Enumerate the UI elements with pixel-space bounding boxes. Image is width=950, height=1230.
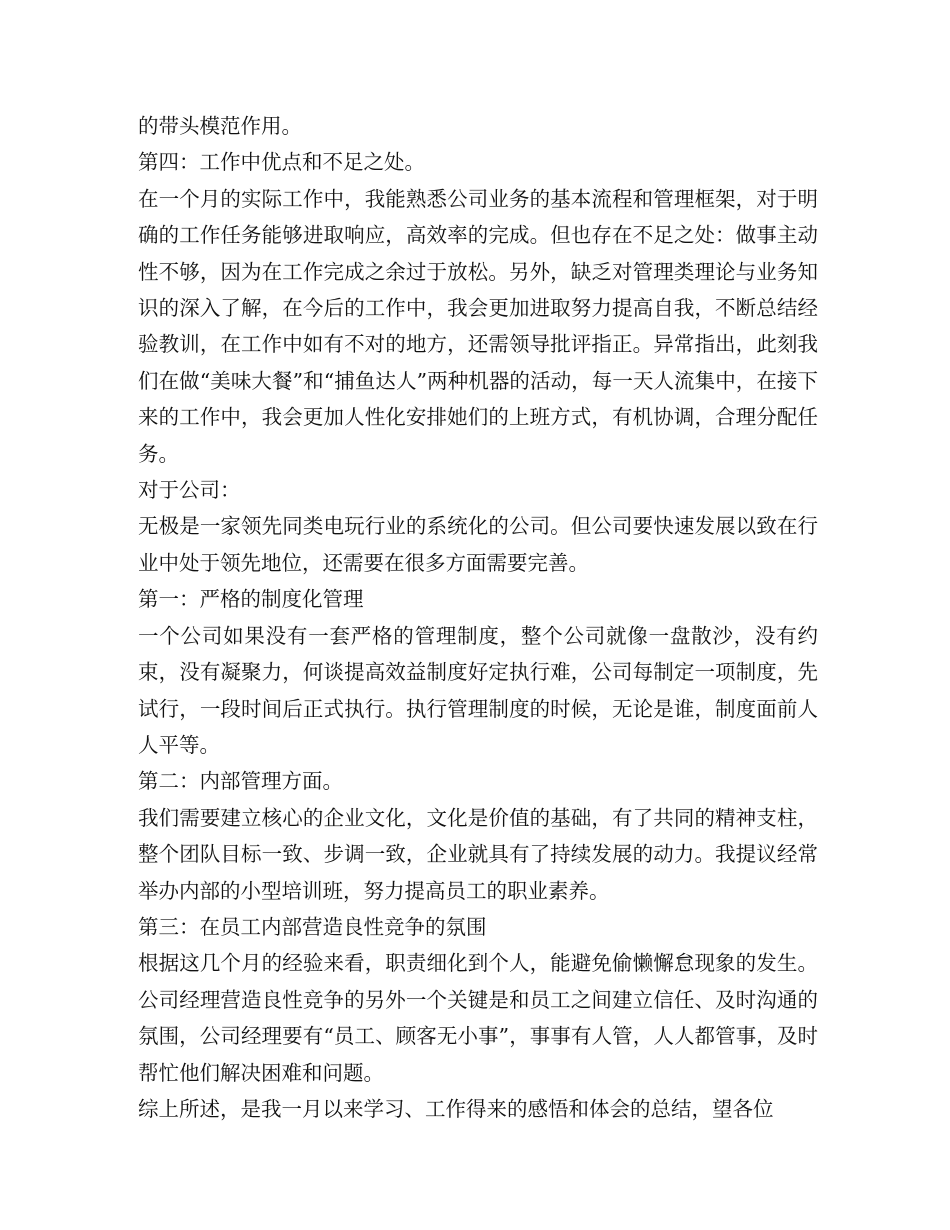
paragraph-3: 在一个月的实际工作中，我能熟悉公司业务的基本流程和管理框架，对于明确的工作任务能够进取响应，高效率的完成。但也存在不足之处：做事主动性不够，因为在工作完成之余过于放松。另外，缺乏对管理类理论与业务知识的深入了解，在今后的工作中，我会更加进取努力提高自我，不断总结经验教训，在工作中如有不对的地方，还需领导批评指正。异常指出，此刻我们在做“美味大餐”和“捕鱼达人”两种机器的活动，每一天人流集中，在接下来的工作中，我会更加人性化安排她们的上班方式，有机协调，合理分配任务。 (138, 186, 818, 466)
paragraph-9: 我们需要建立核心的企业文化，文化是价值的基础，有了共同的精神支柱，整个团队目标一致、步调一致，企业就具有了持续发展的动力。我提议经常举办内部的小型培训班，努力提高员工的职业素养。 (138, 805, 818, 903)
paragraph-10: 第三：在员工内部营造良性竞争的氛围 (138, 914, 487, 939)
paragraph-11: 根据这几个月的经验来看，职责细化到个人，能避免偷懒懈怠现象的发生。公司经理营造良性竞争的另外一个关键是和员工之间建立信任、及时沟通的氛围，公司经理要有“员工、顾客无小事”，事事有人管，人人都管事，及时帮忙他们解决困难和问题。 (138, 951, 818, 1085)
paragraph-8: 第二：内部管理方面。 (138, 769, 343, 794)
document-body (138, 108, 818, 1127)
paragraph-4: 对于公司： (138, 478, 241, 503)
paragraph-7: 一个公司如果没有一套严格的管理制度，整个公司就像一盘散沙，没有约束，没有凝聚力，何谈提高效益制度好定执行难，公司每制定一项制度，先试行，一段时间后正式执行。执行管理制度的时候，无论是谁，制度面前人人平等。 (138, 623, 818, 757)
paragraph-1: 的带头模范作用。 (138, 114, 302, 138)
paragraph-2: 第四：工作中优点和不足之处。 (138, 150, 425, 175)
paragraph-5: 无极是一家领先同类电玩行业的系统化的公司。但公司要快速发展以致在行业中处于领先地位，还需要在很多方面需要完善。 (138, 514, 818, 575)
paragraph-12: 综上所述，是我一月以来学习、工作得来的感悟和体会的总结，望各位 (138, 1096, 774, 1121)
paragraph-6: 第一：严格的制度化管理 (138, 587, 364, 612)
